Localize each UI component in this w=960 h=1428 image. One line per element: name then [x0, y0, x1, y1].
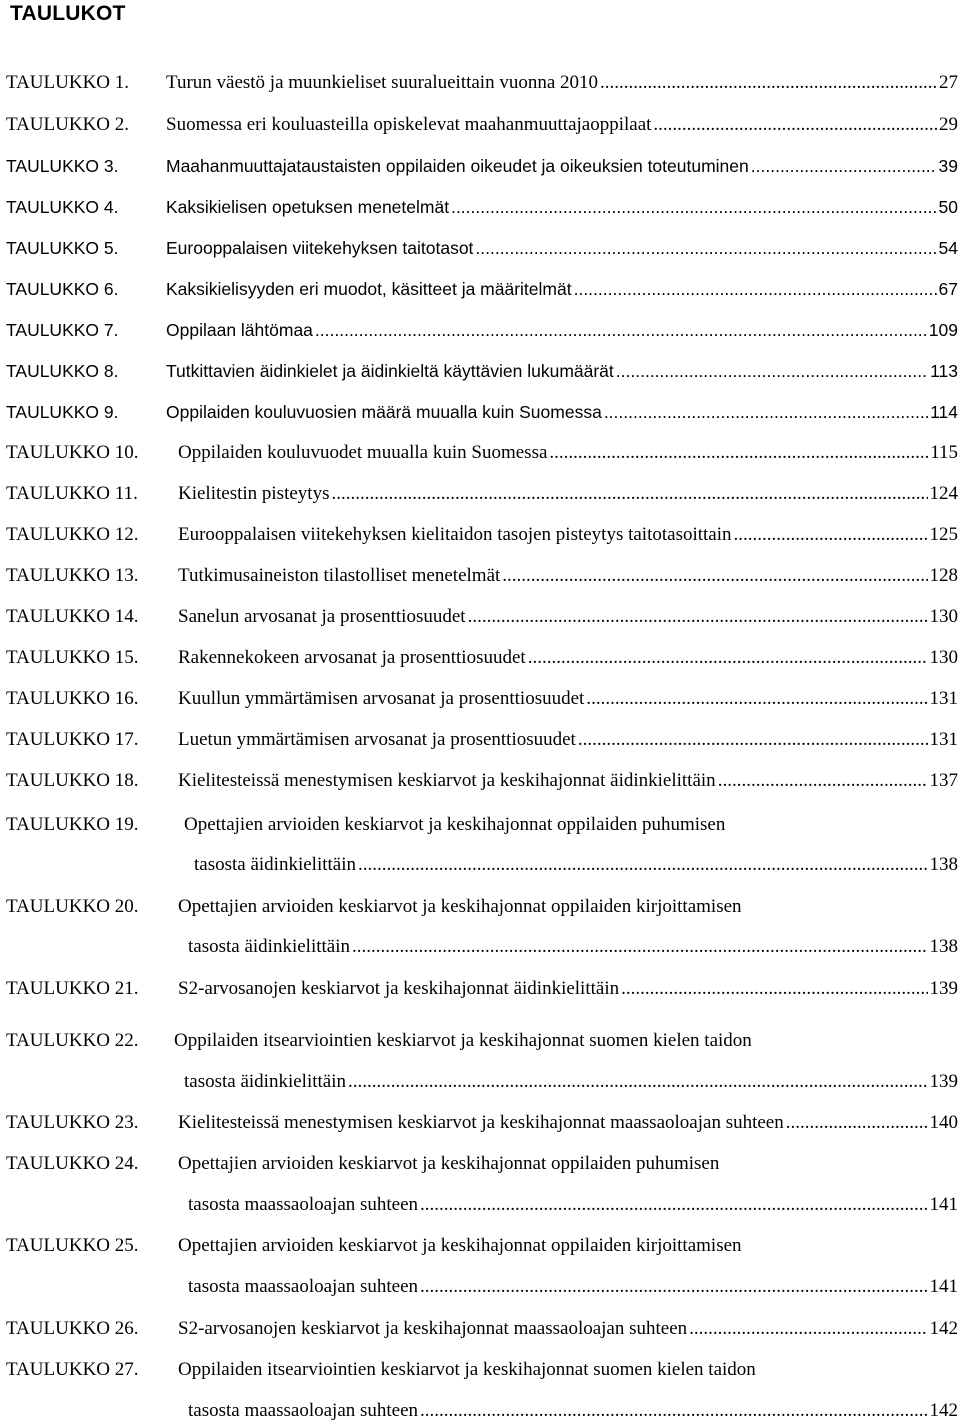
table-number: TAULUKKO 26.: [6, 1318, 139, 1339]
dot-leader: [751, 151, 937, 181]
table-number: TAULUKKO 15.: [6, 647, 139, 668]
table-title-continuation: tasosta maassaoloajan suhteen: [188, 1194, 419, 1215]
table-number: TAULUKKO 3.: [6, 156, 119, 176]
toc-entry-continuation: [0, 1396, 960, 1426]
table-title-continuation: tasosta äidinkielittäin: [188, 936, 350, 957]
table-title: Oppilaiden itsearviointien keskiarvot ja keskihajonnat suomen kielen taidon: [174, 1030, 752, 1051]
toc-entry: [0, 1231, 960, 1261]
table-number: TAULUKKO 2.: [6, 114, 130, 135]
toc-entry: [0, 684, 960, 714]
table-title: Kielitesteissä menestymisen keskiarvot ja keskihajonnat äidinkielittäin: [178, 770, 716, 791]
table-title: Oppilaiden itsearviointien keskiarvot ja keskihajonnat suomen kielen taidon: [178, 1359, 756, 1380]
table-title: Eurooppalaisen viitekehyksen taitotasot: [166, 238, 474, 258]
dot-leader: [734, 520, 928, 550]
table-title-continuation: tasosta äidinkielittäin: [184, 1071, 346, 1092]
toc-entry: [0, 974, 960, 1004]
toc-entry: [0, 766, 960, 796]
dot-leader: [718, 766, 928, 796]
dot-leader: [451, 192, 936, 222]
page-number: 27: [939, 72, 958, 93]
table-title: Tutkittavien äidinkielet ja äidinkieltä käyttävien lukumäärät: [166, 361, 614, 381]
page-number: 137: [929, 770, 958, 791]
page-number: 138: [929, 936, 958, 957]
table-number: TAULUKKO 20.: [6, 896, 139, 917]
dot-leader: [358, 850, 928, 880]
page-number: 67: [938, 279, 958, 299]
page-number: 131: [929, 729, 958, 750]
table-number: TAULUKKO 8.: [6, 361, 119, 381]
table-title: Opettajien arvioiden keskiarvot ja keskihajonnat oppilaiden puhumisen: [184, 814, 726, 835]
page-number: 39: [938, 156, 958, 176]
toc-entry: [0, 810, 960, 840]
page-number: 54: [938, 238, 958, 258]
page-number: 142: [929, 1318, 958, 1339]
table-number: TAULUKKO 7.: [6, 320, 119, 340]
toc-entry: [0, 1314, 960, 1344]
toc-entry: [0, 1149, 960, 1179]
toc-entry: [0, 438, 960, 468]
table-title: Oppilaiden kouluvuosien määrä muualla kuin Suomessa: [166, 402, 602, 422]
page-number: 130: [929, 606, 958, 627]
table-title: S2-arvosanojen keskiarvot ja keskihajonnat maassaoloajan suhteen: [178, 1318, 688, 1339]
table-number: TAULUKKO 27.: [6, 1359, 139, 1380]
toc-entry: [0, 1108, 960, 1138]
dot-leader: [578, 725, 928, 755]
dot-leader: [528, 643, 928, 673]
table-number: TAULUKKO 25.: [6, 1235, 139, 1256]
dot-leader: [549, 438, 928, 468]
toc-entry: [0, 479, 960, 509]
table-title: Turun väestö ja muunkieliset suuralueittain vuonna 2010: [166, 72, 599, 93]
table-number: TAULUKKO 13.: [6, 565, 139, 586]
dot-leader: [653, 110, 937, 140]
table-title: S2-arvosanojen keskiarvot ja keskihajonnat äidinkielittäin: [178, 978, 620, 999]
page-number: 140: [929, 1112, 958, 1133]
dot-leader: [604, 397, 928, 427]
table-title-continuation: tasosta maassaoloajan suhteen: [188, 1276, 419, 1297]
table-number: TAULUKKO 14.: [6, 606, 139, 627]
page-number: 50: [938, 197, 958, 217]
table-title: Sanelun arvosanat ja prosenttiosuudet: [178, 606, 466, 627]
dot-leader: [475, 233, 936, 263]
toc-entry: [0, 151, 960, 181]
table-number: TAULUKKO 18.: [6, 770, 139, 791]
dot-leader: [586, 684, 927, 714]
table-number: TAULUKKO 4.: [6, 197, 119, 217]
toc-entry: [0, 356, 960, 386]
table-title: Kuullun ymmärtämisen arvosanat ja prosenttiosuudet: [178, 688, 585, 709]
table-title-continuation: tasosta äidinkielittäin: [194, 854, 356, 875]
table-title: Tutkimusaineiston tilastolliset menetelmät: [178, 565, 501, 586]
toc-entry: [0, 397, 960, 427]
table-title: Oppilaan lähtömaa: [166, 320, 313, 340]
dot-leader: [689, 1314, 927, 1344]
page-number: 109: [928, 320, 958, 340]
toc-entry: [0, 192, 960, 222]
table-title: Kaksikielisen opetuksen menetelmät: [166, 197, 450, 217]
dot-leader: [420, 1396, 927, 1426]
table-title: Kaksikielisyyden eri muodot, käsitteet ja määritelmät: [166, 279, 572, 299]
table-number: TAULUKKO 5.: [6, 238, 119, 258]
toc-entry-continuation: [0, 850, 960, 880]
page-heading: TAULUKOT: [10, 2, 126, 25]
table-title: Luetun ymmärtämisen arvosanat ja prosenttiosuudet: [178, 729, 576, 750]
page-number: 115: [930, 442, 958, 463]
toc-entry-continuation: [0, 1190, 960, 1220]
dot-leader: [348, 1067, 928, 1097]
page-number: 113: [930, 361, 958, 381]
page-number: 130: [929, 647, 958, 668]
page-number: 128: [929, 565, 958, 586]
table-title: Oppilaiden kouluvuodet muualla kuin Suomessa: [178, 442, 548, 463]
toc-entry: [0, 643, 960, 673]
page-number: 142: [929, 1400, 958, 1421]
table-number: TAULUKKO 24.: [6, 1153, 139, 1174]
toc-entry: [0, 315, 960, 345]
table-title: Eurooppalaisen viitekehyksen kielitaidon tasojen pisteytys taitotasoittain: [178, 524, 732, 545]
dot-leader: [600, 68, 937, 98]
table-title: Kielitesteissä menestymisen keskiarvot ja keskihajonnat maassaoloajan suhteen: [178, 1112, 784, 1133]
table-number: TAULUKKO 17.: [6, 729, 139, 750]
table-number: TAULUKKO 9.: [6, 402, 119, 422]
dot-leader: [315, 315, 927, 345]
dot-leader: [621, 974, 927, 1004]
toc-entry: [0, 233, 960, 263]
table-title: Opettajien arvioiden keskiarvot ja keskihajonnat oppilaiden kirjoittamisen: [178, 896, 742, 917]
dot-leader: [502, 561, 927, 591]
page-number: 125: [929, 524, 958, 545]
toc-entry: [0, 892, 960, 922]
table-number: TAULUKKO 16.: [6, 688, 139, 709]
page-number: 131: [929, 688, 958, 709]
toc-entry: [0, 520, 960, 550]
toc-entry-continuation: [0, 932, 960, 962]
table-title: Opettajien arvioiden keskiarvot ja keskihajonnat oppilaiden kirjoittamisen: [178, 1235, 742, 1256]
page-number: 141: [929, 1276, 958, 1297]
toc-entry: [0, 1355, 960, 1385]
page-number: 141: [929, 1194, 958, 1215]
table-number: TAULUKKO 11.: [6, 483, 138, 504]
page-number: 139: [929, 1071, 958, 1092]
dot-leader: [420, 1190, 927, 1220]
toc-entry: [0, 725, 960, 755]
page-number: 124: [929, 483, 958, 504]
toc-entry: [0, 110, 960, 140]
dot-leader: [352, 932, 928, 962]
toc-entry-continuation: [0, 1067, 960, 1097]
dot-leader: [786, 1108, 928, 1138]
dot-leader: [468, 602, 928, 632]
table-title: Maahanmuuttajataustaisten oppilaiden oikeudet ja oikeuksien toteutuminen: [166, 156, 749, 176]
table-number: TAULUKKO 1.: [6, 72, 130, 93]
page-number: 139: [929, 978, 958, 999]
dot-leader: [331, 479, 927, 509]
page-number: 114: [930, 402, 958, 422]
page-number: 29: [939, 114, 958, 135]
toc-entry-continuation: [0, 1272, 960, 1302]
toc-entry: [0, 602, 960, 632]
table-number: TAULUKKO 21.: [6, 978, 139, 999]
toc-entry: [0, 68, 960, 98]
dot-leader: [420, 1272, 927, 1302]
dot-leader: [574, 274, 937, 304]
table-number: TAULUKKO 19.: [6, 814, 139, 835]
table-title: Kielitestin pisteytys: [178, 483, 330, 504]
page-number: 138: [929, 854, 958, 875]
toc-entry: [0, 561, 960, 591]
table-title-continuation: tasosta maassaoloajan suhteen: [188, 1400, 419, 1421]
toc-entry: [0, 274, 960, 304]
table-title: Suomessa eri kouluasteilla opiskelevat maahanmuuttajaoppilaat: [166, 114, 652, 135]
toc-entry: [0, 1026, 960, 1056]
table-number: TAULUKKO 23.: [6, 1112, 139, 1133]
table-number: TAULUKKO 10.: [6, 442, 139, 463]
table-title: Opettajien arvioiden keskiarvot ja keskihajonnat oppilaiden puhumisen: [178, 1153, 720, 1174]
table-number: TAULUKKO 22.: [6, 1030, 139, 1051]
dot-leader: [616, 356, 928, 386]
table-title: Rakennekokeen arvosanat ja prosenttiosuudet: [178, 647, 526, 668]
table-number: TAULUKKO 12.: [6, 524, 139, 545]
table-number: TAULUKKO 6.: [6, 279, 119, 299]
